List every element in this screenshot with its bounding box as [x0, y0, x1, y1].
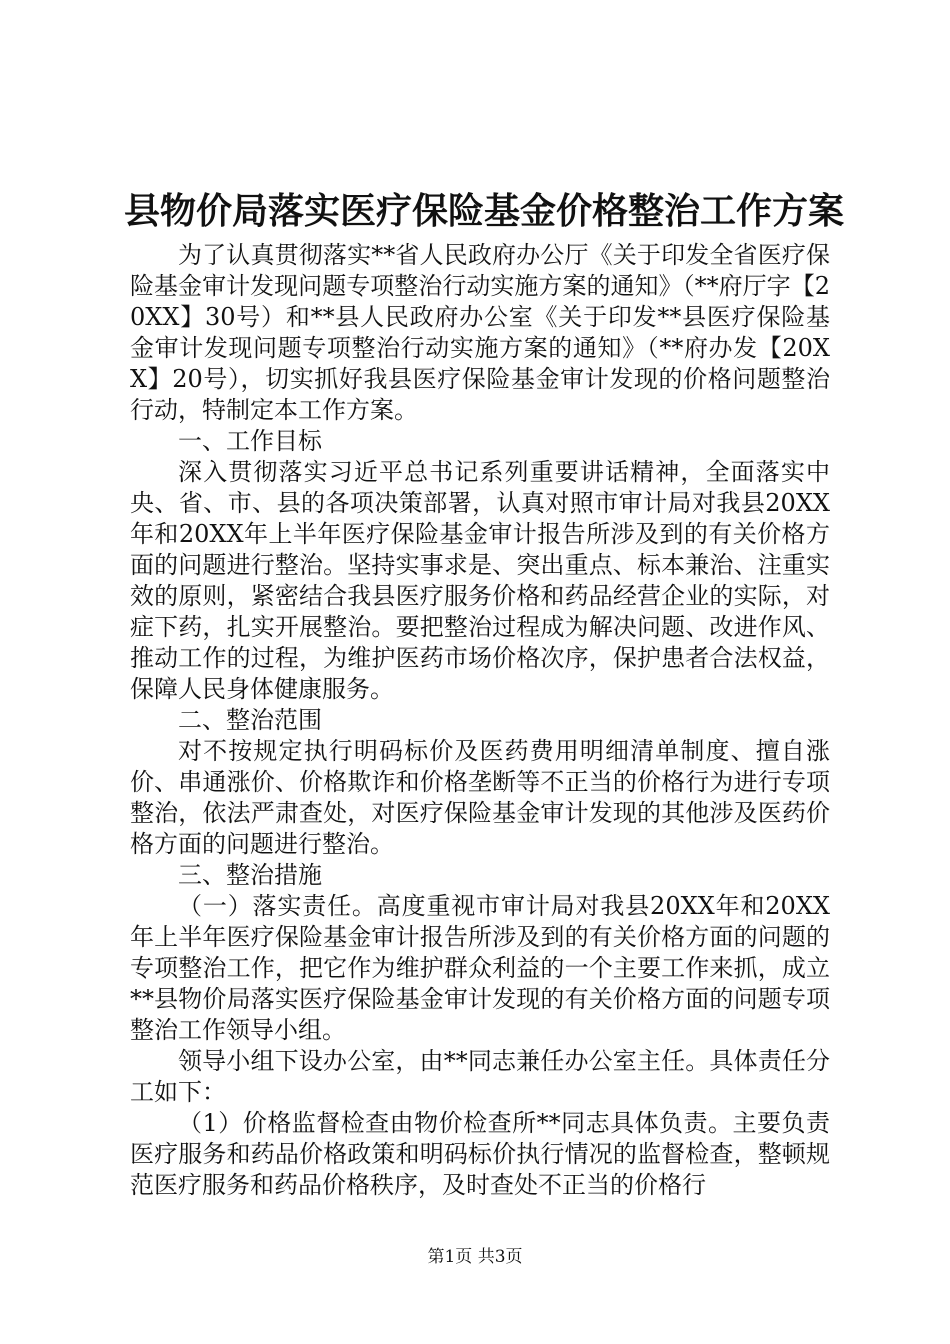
- section1-heading: 一、工作目标: [178, 427, 322, 455]
- page-indicator: 第1页 共3页: [427, 1247, 523, 1267]
- section3-heading: 三、整治措施: [178, 861, 322, 889]
- document-title: 县物价局落实医疗保险基金价格整治工作方案: [124, 190, 845, 232]
- document-page: [124, 186, 845, 1201]
- section2-heading: 二、整治范围: [178, 706, 322, 734]
- section3-item3: （1）价格监督检查由物价检查所**同志具体负责。主要负责医疗服务和药品价格政策和明码标价执行情况的监督检查，整顿规范医疗服务和药品价格秩序，及时查处不正当的价格行: [130, 1109, 830, 1199]
- intro-paragraph: 为了认真贯彻落实**省人民政府办公厅《关于印发全省医疗保险基金审计发现问题专项整治行动实施方案的通知》（**府厅字【20XX】30号）和**县人民政府办公室《关于印发**县医疗保险基金审计发现问题专项整治行动实施方案的通知》（**府办发【20XX】20号），切实抓好我县医疗保险基金审计发现的价格问题整治行动，特制定本工作方案。: [130, 241, 830, 424]
- section3-item2: 领导小组下设办公室，由**同志兼任办公室主任。具体责任分工如下：: [130, 1047, 830, 1106]
- section1-body: 深入贯彻落实习近平总书记系列重要讲话精神，全面落实中央、省、市、县的各项决策部署，认真对照市审计局对我县20XX年和20XX年上半年医疗保险基金审计报告所涉及到的有关价格方面的问题进行整治。坚持实事求是、突出重点、标本兼治、注重实效的原则，紧密结合我县医疗服务价格和药品经营企业的实际，对症下药，扎实开展整治。要把整治过程成为解决问题、改进作风、推动工作的过程，为维护医药市场价格次序，保护患者合法权益，保障人民身体健康服务。: [130, 458, 830, 703]
- section2-body: 对不按规定执行明码标价及医药费用明细清单制度、擅自涨价、串通涨价、价格欺诈和价格垄断等不正当的价格行为进行专项整治，依法严肃查处，对医疗保险基金审计发现的其他涉及医药价格方面的问题进行整治。: [130, 737, 830, 858]
- section3-item1: （一）落实责任。高度重视市审计局对我县20XX年和20XX年上半年医疗保险基金审计报告所涉及到的有关价格方面的问题的专项整治工作，把它作为维护群众利益的一个主要工作来抓，成立**县物价局落实医疗保险基金审计发现的有关价格方面的问题专项整治工作领导小组。: [130, 892, 830, 1044]
